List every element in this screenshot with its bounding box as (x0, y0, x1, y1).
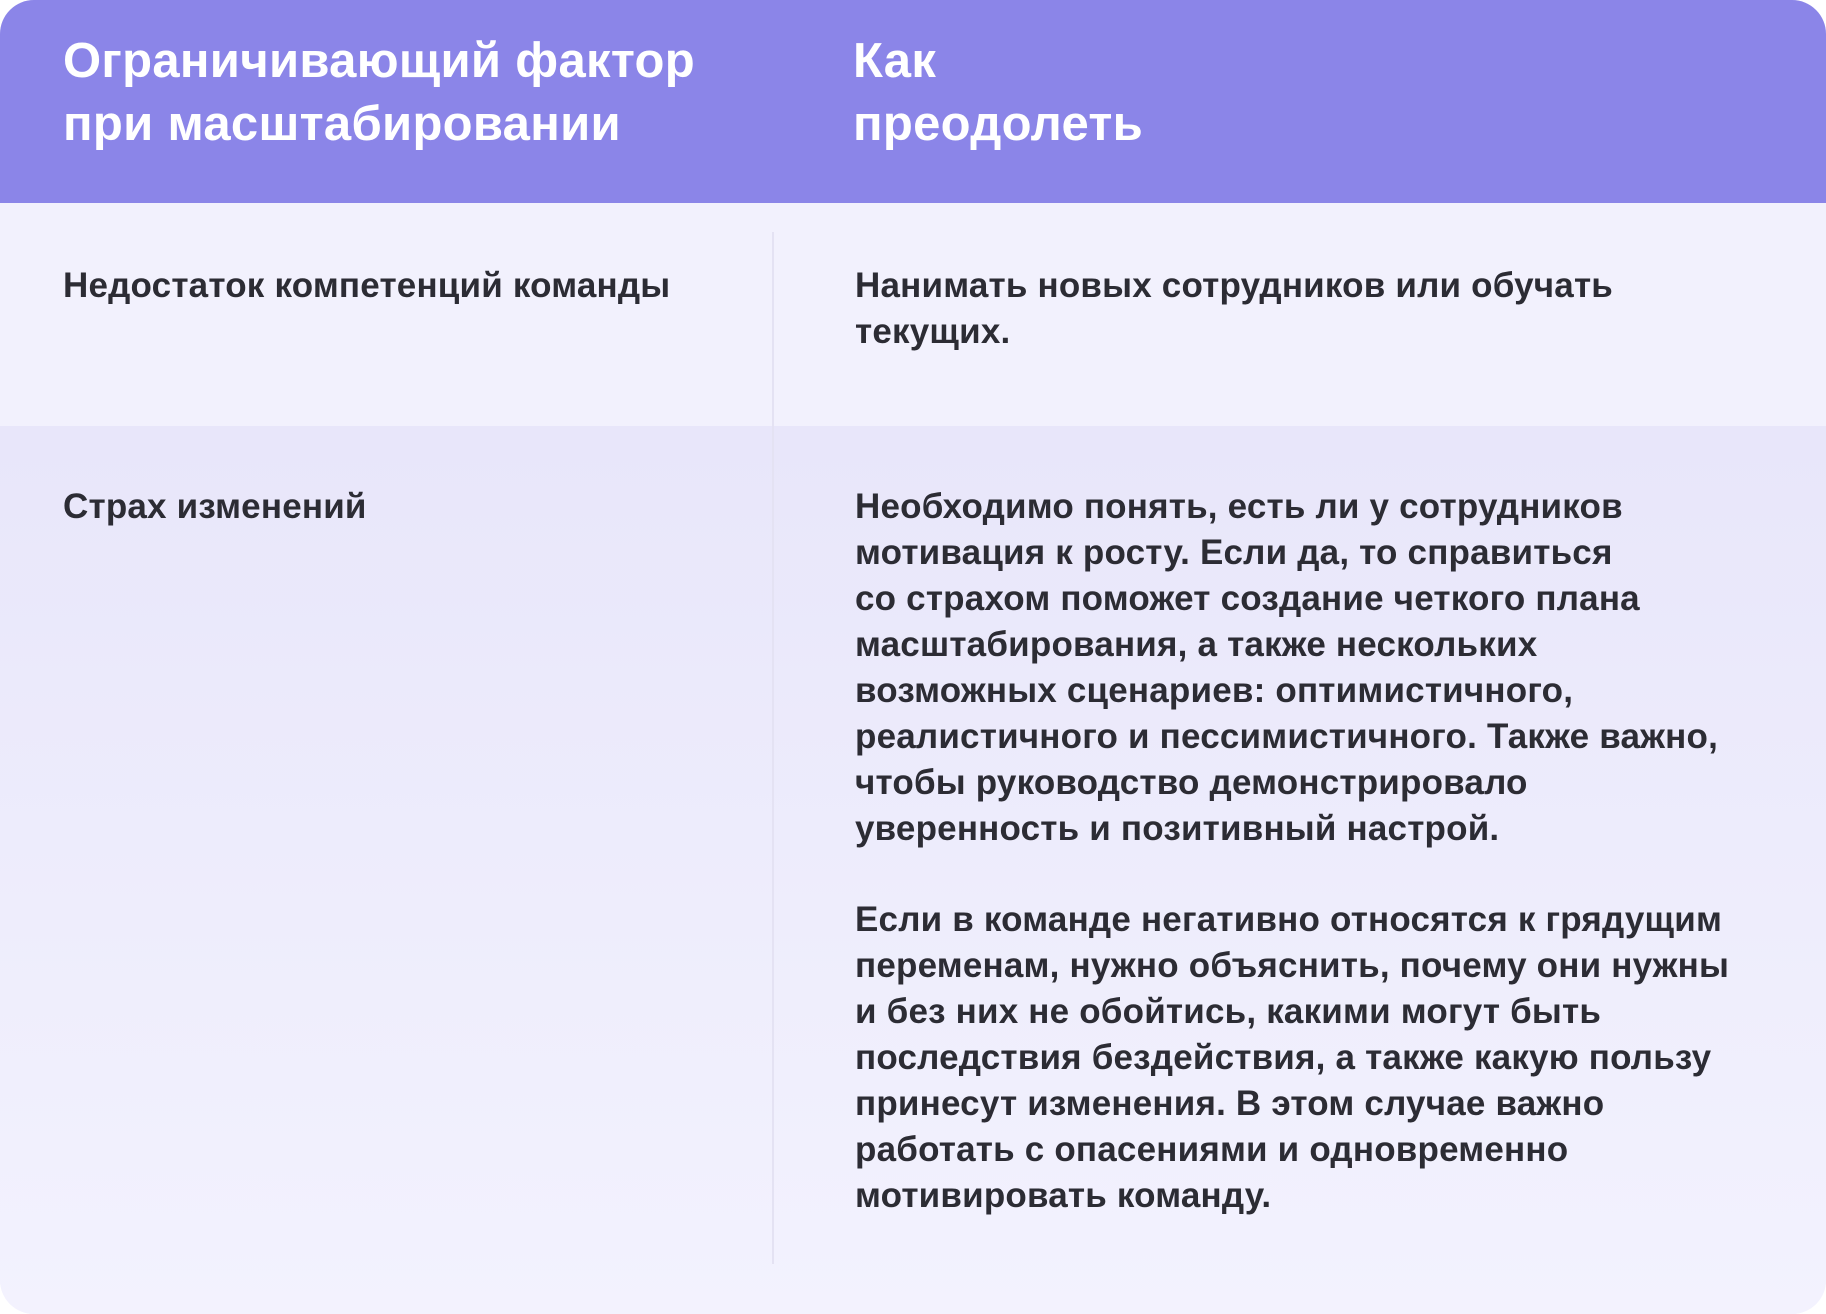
factor-cell: Страх изменений (63, 487, 367, 526)
solution-line: возможных сценариев: оптимистичного, (855, 671, 1574, 710)
solution-line: последствия бездействия, а также какую пользу (855, 1038, 1712, 1077)
solution-line: и без них не обойтись, какими могут быть (855, 992, 1602, 1031)
solution-line: мотивировать команду. (855, 1176, 1272, 1215)
solution-line: масштабирования, а также нескольких (855, 625, 1538, 664)
table-row (0, 426, 1826, 1314)
solution-line: мотивация к росту. Если да, то справиться (855, 533, 1613, 572)
header-factor-line: при масштабировании (63, 97, 621, 151)
solution-line: работать с опасениями и одновременно (855, 1130, 1569, 1169)
header-solution-line: Как (853, 34, 937, 88)
header-solution (853, 30, 1273, 156)
solution-line: принесут изменения. В этом случае важно (855, 1084, 1605, 1123)
solution-cell (855, 263, 1775, 355)
table-header (0, 0, 1826, 203)
header-solution-line: преодолеть (853, 97, 1144, 151)
solution-cell (855, 484, 1775, 1264)
solution-line: Необходимо понять, есть ли у сотрудников (855, 487, 1623, 526)
solution-line: реалистичного и пессимистичного. Также важно, (855, 717, 1718, 756)
solution-line: текущих. (855, 312, 1011, 351)
header-factor (63, 30, 793, 156)
solution-line: со страхом поможет создание четкого плана (855, 579, 1640, 618)
factor-cell: Недостаток компетенций команды (63, 266, 671, 305)
solution-paragraph (855, 484, 1775, 852)
column-divider (772, 426, 774, 1264)
solution-line: уверенность и позитивный настрой. (855, 809, 1500, 848)
solution-line: чтобы руководство демонстрировало (855, 763, 1528, 802)
column-divider (772, 232, 774, 426)
solution-line: Если в команде негативно относятся к грядущим (855, 900, 1723, 939)
table-row (0, 203, 1826, 426)
solution-paragraph (855, 897, 1775, 1219)
solution-line: переменам, нужно объяснить, почему они нужны (855, 946, 1730, 985)
solution-line: Нанимать новых сотрудников или обучать (855, 266, 1613, 305)
header-factor-line: Ограничивающий фактор (63, 34, 695, 88)
